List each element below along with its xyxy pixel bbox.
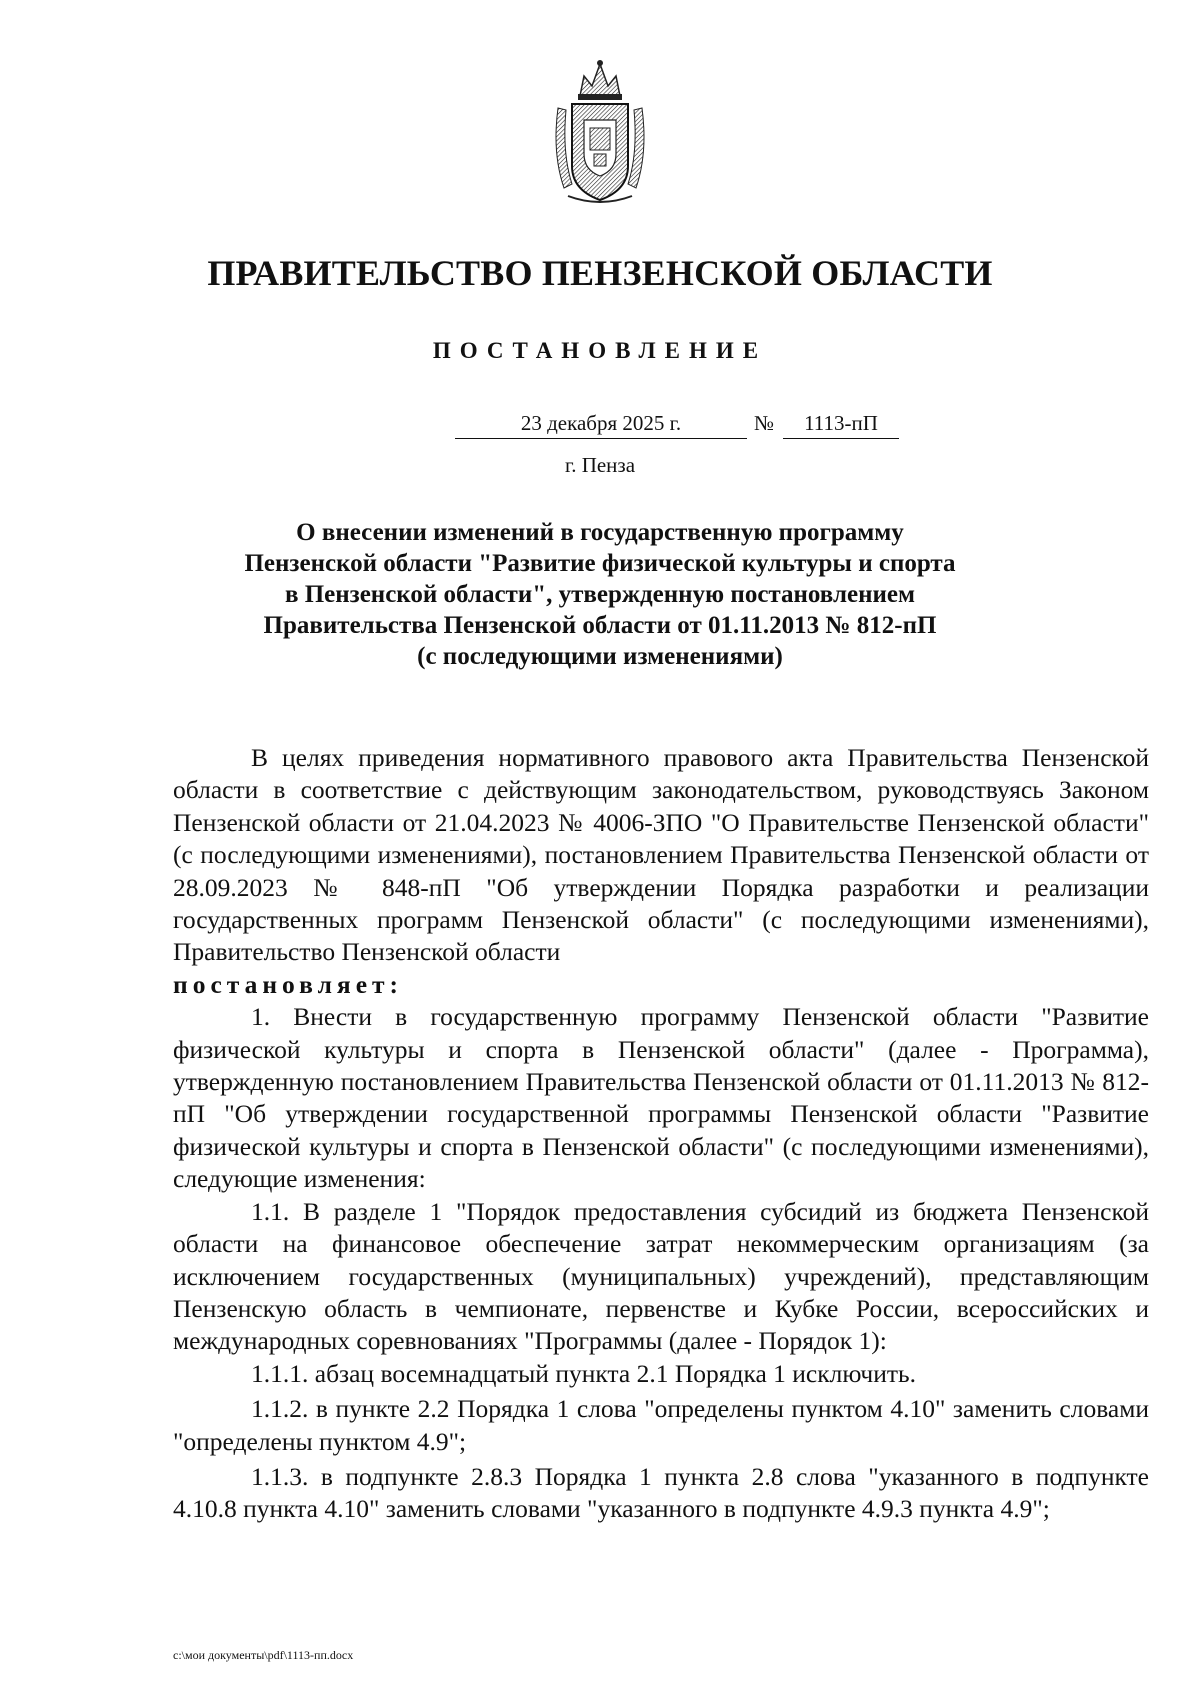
item-paragraph: 1.1.1. абзац восемнадцатый пункта 2.1 Порядка 1 исключить. bbox=[251, 1358, 917, 1388]
document-subject bbox=[150, 517, 1050, 672]
subject-line: в Пензенской области", утвержденную постановлением bbox=[284, 581, 916, 608]
document-body bbox=[173, 742, 1149, 1526]
file-path-footer: c:\мои документы\pdf\1113-пп.docx bbox=[173, 1648, 354, 1662]
decree-word: постановляет: bbox=[173, 969, 404, 999]
preamble-paragraph: В целях приведения нормативного правового акта Правительства Пензенской области в соответствие с действующим законодательством, руководствуясь Законом Пензенской области от 21.04.2023 № 4006-ЗПО "О Правительстве Пензенской области" (с последующими изменениями), постановлением Правительства Пензенской области от 28.09.2023 № 848-пП "Об утверждении Порядка разработки и реализации государственных программ Пензенской области" (с последующими изменениями), Правительство Пензенской области bbox=[173, 743, 1149, 967]
document-number: 1113-пП bbox=[783, 411, 899, 439]
number-sign: № bbox=[754, 411, 775, 435]
item-paragraph: 1. Внести в государственную программу Пензенской области "Развитие физической культуры и спорта в Пензенской области" (далее - Программа), утвержденную постановлением Правительства Пензенской области от 01.11.2013 № 812-пП "Об утверждении государственной программы Пензенской области "Развитие физической культуры и спорта в Пензенской области" (с последующими изменениями), следующие изменения: bbox=[173, 1002, 1149, 1194]
document-date: 23 декабря 2025 г. bbox=[455, 411, 747, 439]
item-paragraph: 1.1.3. в подпункте 2.8.3 Порядка 1 пункта 2.8 слова "указанного в подпункте 4.10.8 пункта 4.10" заменить словами "указанного в подпункте 4.9.3 пункта 4.9"; bbox=[173, 1461, 1149, 1524]
subject-line: О внесении изменений в государственную программу bbox=[296, 519, 904, 546]
subject-line: Пензенской области "Развитие физической культуры и спорта bbox=[244, 550, 956, 577]
item-paragraph: 1.1.2. в пункте 2.2 Порядка 1 слова "определены пунктом 4.10" заменить словами "определены пунктом 4.9"; bbox=[173, 1394, 1149, 1456]
subject-line: (с последующими изменениями) bbox=[417, 643, 783, 670]
government-title: ПРАВИТЕЛЬСТВО ПЕНЗЕНСКОЙ ОБЛАСТИ bbox=[207, 253, 993, 293]
item-paragraph: 1.1. В разделе 1 "Порядок предоставления субсидий из бюджета Пензенской области на финансовое обеспечение затрат некоммерческим организациям (за исключением государственных (муниципальных) учреждений), представляющим Пензенскую область в чемпионате, первенстве и Кубке России, всероссийских и международных соревнованиях "Программы (далее - Порядок 1): bbox=[173, 1196, 1149, 1356]
coat-of-arms-icon bbox=[550, 58, 650, 208]
subject-line: Правительства Пензенской области от 01.11.2013 № 812-пП bbox=[263, 612, 937, 639]
document-type: ПОСТАНОВЛЕНИЕ bbox=[432, 338, 768, 363]
city: г. Пенза bbox=[564, 453, 636, 477]
